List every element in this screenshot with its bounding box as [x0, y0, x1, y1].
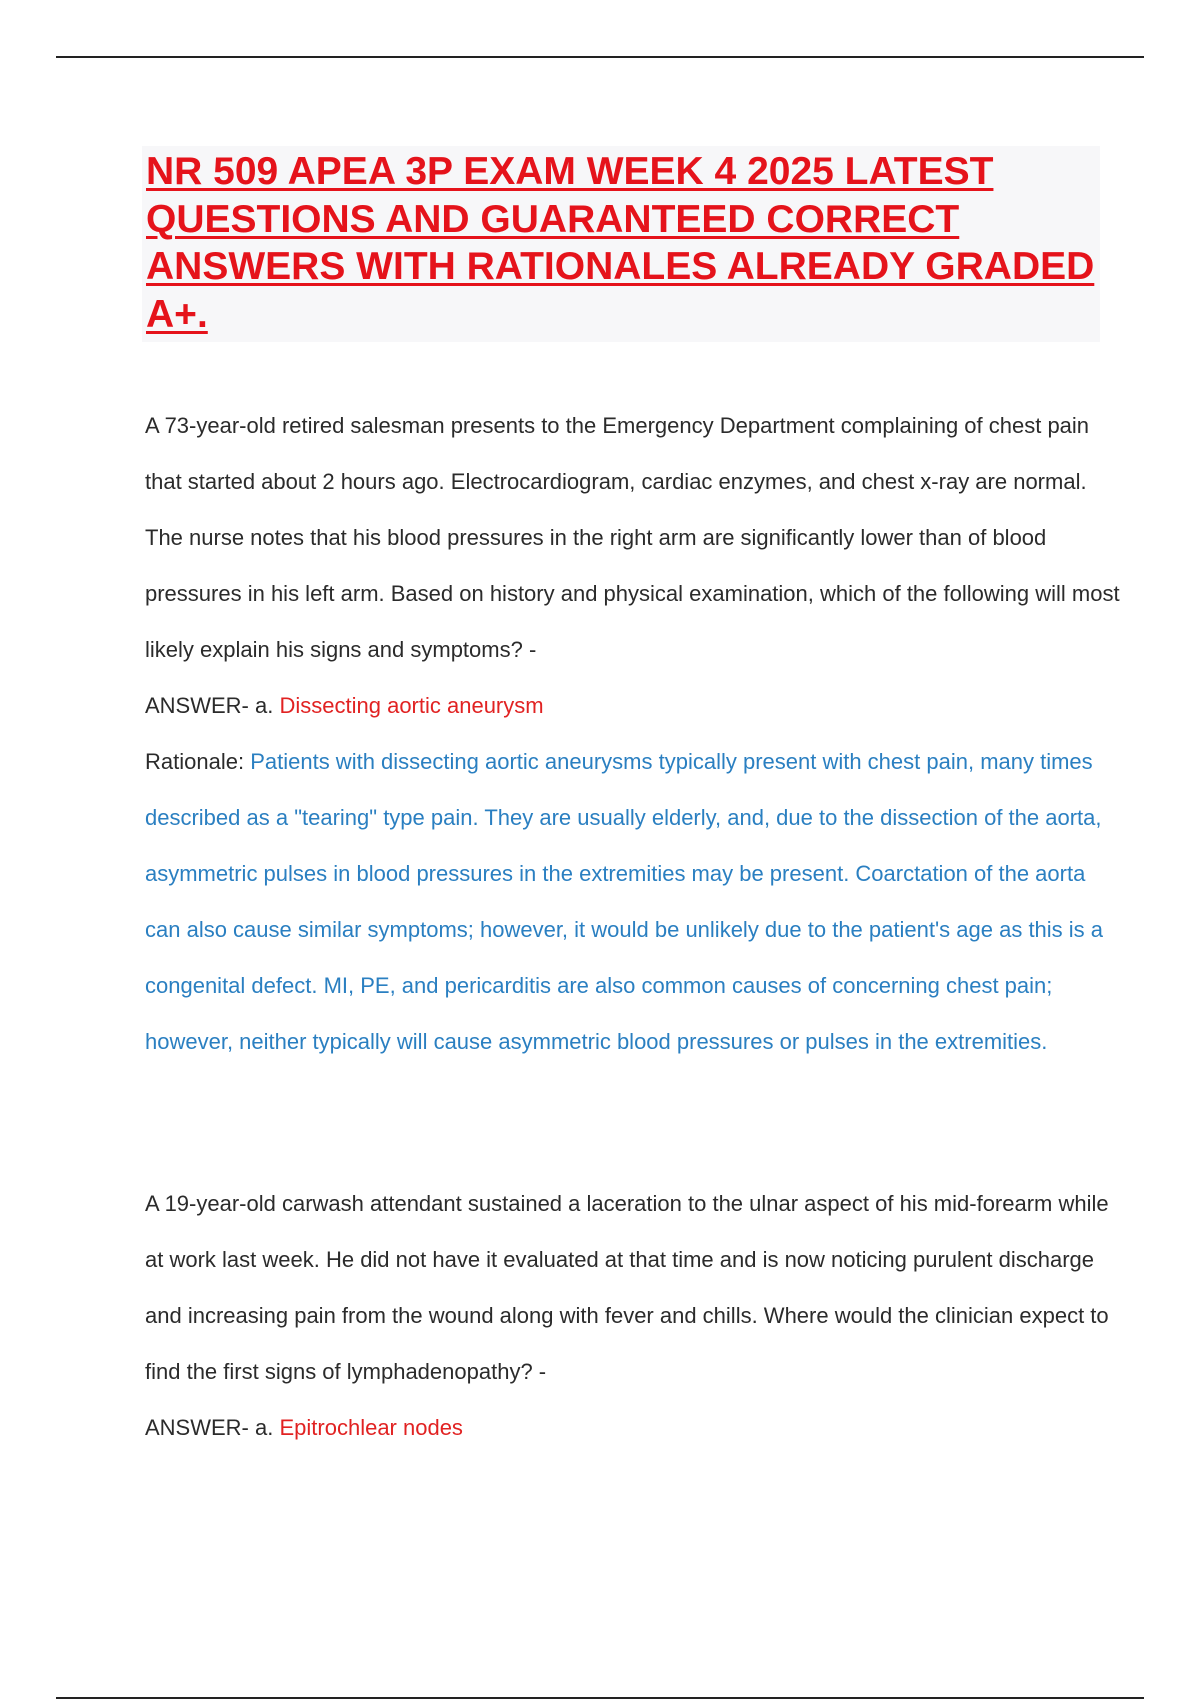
rationale-label: Rationale:: [145, 749, 245, 774]
question-block-1: [145, 398, 1125, 1070]
rationale-paragraph: [145, 734, 1125, 1070]
answer-prefix: ANSWER- a.: [145, 1415, 274, 1440]
question-text: A 73-year-old retired salesman presents to the Emergency Department complaining of chest pain that started about 2 hours ago. Electrocardiogram, cardiac enzymes, and chest x-ray are normal. The nurse notes that his blood pressures in the right arm are significantly lower than of blood pressures in his left arm. Based on history and physical examination, which of the following will most likely explain his signs and symptoms? -: [145, 413, 1120, 662]
answer-line: [145, 1400, 1125, 1456]
top-rule: [56, 56, 1144, 58]
title-block: [142, 146, 1100, 342]
rationale-text: Patients with dissecting aortic aneurysms typically present with chest pain, many times described as a "tearing" type pain. They are usually elderly, and, due to the dissection of the aorta, asymmetric pulses in blood pressures in the extremities may be present. Coarctation of the aorta can also cause similar symptoms; however, it would be unlikely due to the patient's age as this is a congenital defect. MI, PE, and pericarditis are also common causes of concerning chest pain; however, neither typically will cause asymmetric blood pressures or pulses in the extremities.: [145, 749, 1104, 1054]
bottom-rule: [56, 1697, 1144, 1699]
answer-text: Dissecting aortic aneurysm: [279, 693, 544, 718]
document-title: NR 509 APEA 3P EXAM WEEK 4 2025 LATEST QUESTIONS AND GUARANTEED CORRECT ANSWERS WITH RATIONALES ALREADY GRADED A+.: [146, 150, 1095, 336]
answer-prefix: ANSWER- a.: [145, 693, 274, 718]
answer-line: [145, 678, 1125, 734]
answer-text: Epitrochlear nodes: [279, 1415, 463, 1440]
question-block-2: [145, 1176, 1125, 1456]
question-text: A 19-year-old carwash attendant sustained a laceration to the ulnar aspect of his mid-forearm while at work last week. He did not have it evaluated at that time and is now noticing purulent discharge and increasing pain from the wound along with fever and chills. Where would the clinician expect to find the first signs of lymphadenopathy? -: [145, 1191, 1109, 1384]
